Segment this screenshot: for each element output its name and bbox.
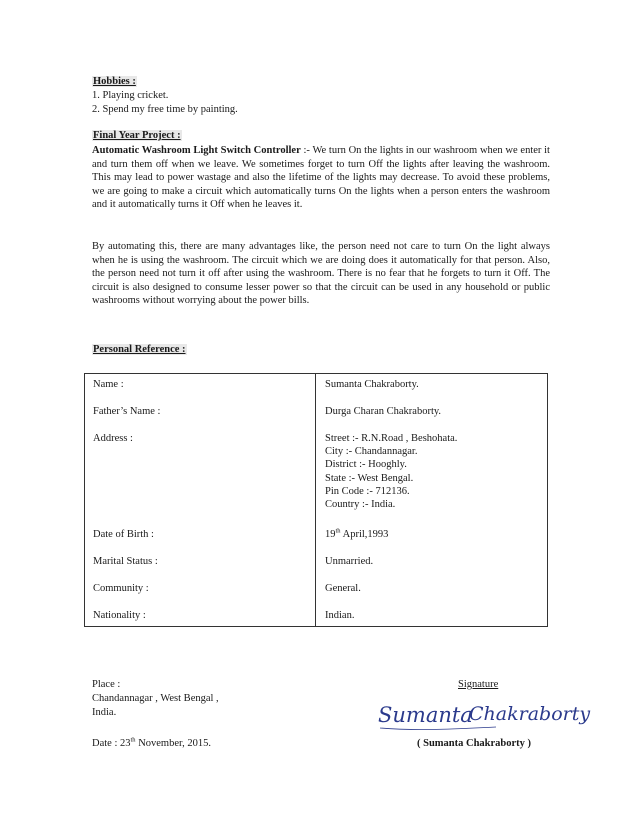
place-line-1: Chandannagar , West Bengal , — [92, 693, 219, 704]
date-line — [92, 738, 211, 749]
label-community: Community : — [93, 583, 149, 594]
date-month-year: November, 2015. — [135, 738, 211, 749]
label-date-of-birth: Date of Birth : — [93, 529, 154, 540]
date-suffix: th — [130, 736, 136, 744]
date-day: Date : 23 — [92, 738, 131, 749]
project-paragraph-1 — [92, 144, 550, 212]
value-nationality: Indian. — [325, 610, 355, 621]
hobby-item-2: 2. Spend my free time by painting. — [92, 104, 238, 115]
table-divider — [315, 374, 316, 626]
signature-name: ( Sumanta Chakraborty ) — [417, 738, 532, 749]
signature-label: Signature — [458, 679, 499, 690]
project-title: Automatic Washroom Light Switch Controller — [92, 145, 301, 156]
address-country: Country :- India. — [325, 499, 396, 511]
project-paragraph-2: By automating this, there are many advantages like, the person need not care to turn On the light always when he is using the washroom. The circuit which we are doing does it automatically for that person. Also, the person need not turn it off after using the washroom. There is no fear that he forgets to turn it Off. The circuit is also designed to consume lesser power so that the circuit can be used in any household or public washrooms without worrying about the power bills. — [92, 241, 550, 307]
dob-day: 19 — [325, 529, 336, 540]
label-name: Name : — [93, 379, 124, 390]
address-pin-code: Pin Code :- 712136. — [325, 485, 410, 497]
value-address — [325, 432, 457, 511]
address-state: State :- West Bengal. — [325, 472, 414, 484]
address-street: Street :- R.N.Road , Beshohata. — [325, 433, 458, 444]
address-district: District :- Hooghly. — [325, 459, 407, 471]
value-community: General. — [325, 583, 361, 594]
value-fathers-name: Durga Charan Chakraborty. — [325, 406, 442, 417]
label-nationality: Nationality : — [93, 610, 146, 621]
project-paragraph-1-text: :- We turn On the lights in our washroom when we enter it and turn them off when we leave. We sometimes forget to turn Off the lights after leaving the washroom. This may lead to power wastage and also the lifetime of the lights may decrease. To avoid these problems, we are going to make a circuit which automatically turns On the lights when a person enters the washroom and it automatically turns it Off when he leaves it. — [92, 145, 550, 211]
label-marital-status: Marital Status : — [93, 556, 158, 567]
label-fathers-name: Father’s Name : — [93, 406, 161, 417]
place-line-2: India. — [92, 707, 117, 718]
address-city: City :- Chandannagar. — [325, 446, 418, 458]
place-label: Place : — [92, 679, 121, 690]
signature-flourish — [380, 727, 496, 730]
value-date-of-birth — [325, 528, 388, 541]
value-name: Sumanta Chakraborty. — [325, 379, 419, 390]
project-heading: Final Year Project : — [93, 130, 181, 141]
label-address: Address : — [93, 433, 133, 444]
reference-heading: Personal Reference : — [93, 344, 186, 355]
dob-suffix: th — [335, 527, 341, 535]
value-marital-status: Unmarried. — [325, 556, 374, 567]
signature-last-name: Chakraborty — [469, 703, 591, 725]
dob-month-year: April,1993 — [340, 529, 389, 540]
signature-first-name: Sumanta — [378, 703, 473, 727]
reference-table — [84, 373, 548, 627]
hobby-item-1: 1. Playing cricket. — [92, 90, 169, 101]
handwritten-signature — [376, 698, 591, 736]
hobbies-heading: Hobbies : — [93, 76, 136, 87]
